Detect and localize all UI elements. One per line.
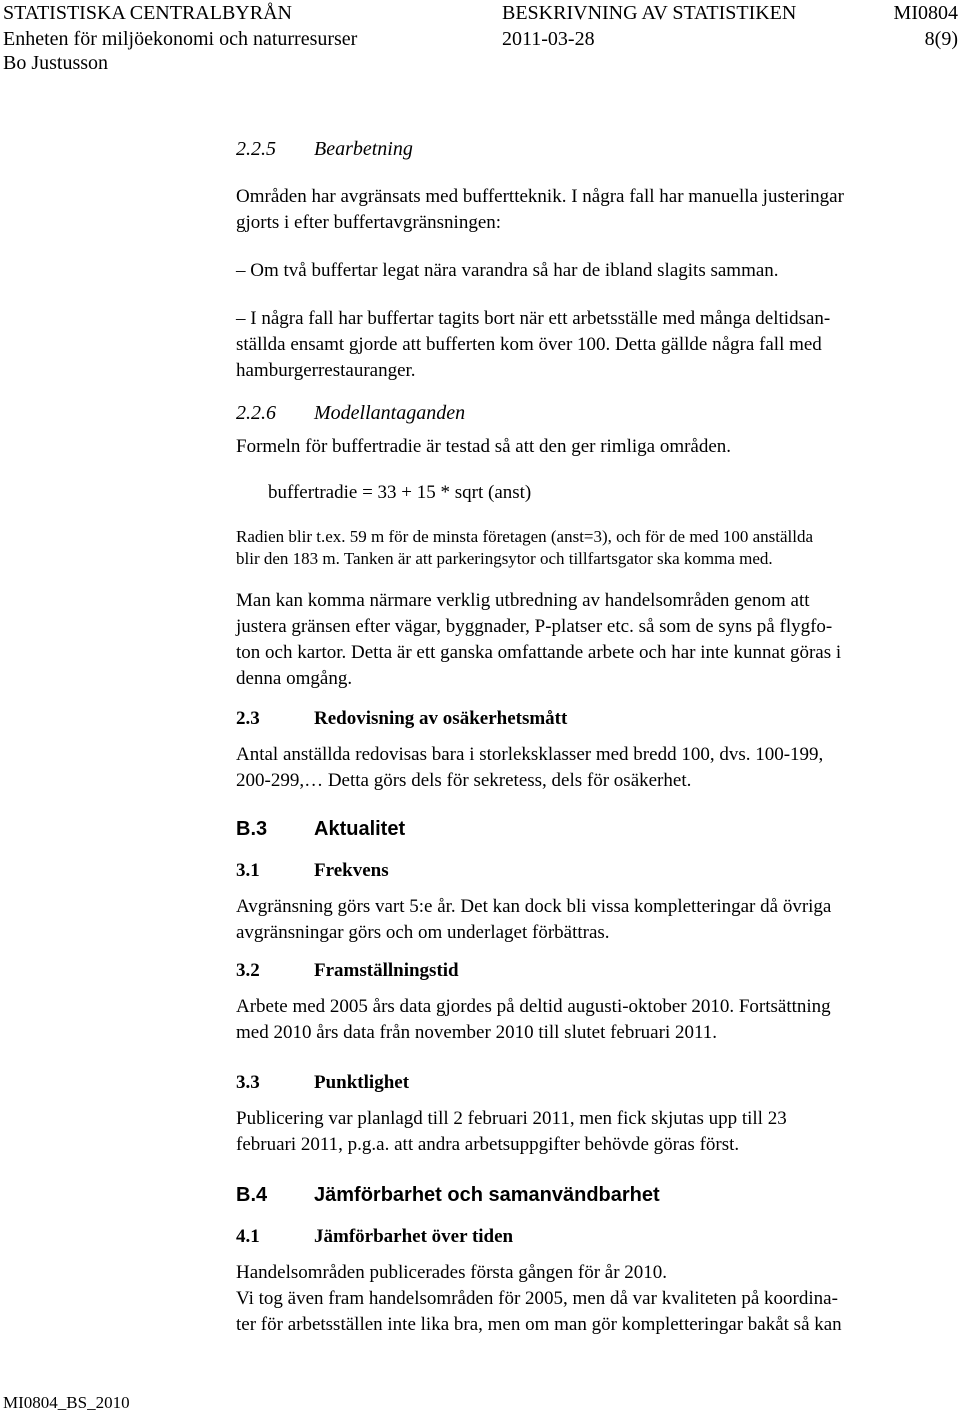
section-title: Aktualitet bbox=[314, 818, 406, 840]
text-line: ställda ensamt gjorde att bufferten kom över 100. Detta gällde några fall med bbox=[236, 334, 822, 355]
section-number: B.3 bbox=[236, 818, 268, 840]
section-number: B.4 bbox=[236, 1184, 268, 1206]
header-date: 2011-03-28 bbox=[502, 28, 595, 50]
text-line: – I några fall har buffertar tagits bort när ett arbetsställe med många deltidsan- bbox=[236, 308, 831, 329]
section-number: 2.2.5 bbox=[236, 138, 276, 160]
section-number: 2.2.6 bbox=[236, 402, 276, 424]
text-line: 200-299,… Detta görs dels för sekretess, dels för osäkerhet. bbox=[236, 770, 692, 791]
section-number: 4.1 bbox=[236, 1226, 260, 1247]
text-line: Vi tog även fram handelsområden för 2005, men då var kvaliteten på koordina- bbox=[236, 1288, 838, 1309]
section-heading-3-3 bbox=[236, 1070, 946, 1096]
paragraph: Formeln för buffertradie är testad så att den ger rimliga områden. bbox=[236, 436, 732, 457]
text-line: Man kan komma närmare verklig utbredning av handelsområden genom att bbox=[236, 590, 810, 611]
paragraph bbox=[236, 994, 946, 1046]
paragraph bbox=[236, 184, 946, 236]
header-doc-type: BESKRIVNING AV STATISTIKEN bbox=[502, 2, 797, 24]
text-line: Publicering var planlagd till 2 februari 2011, men fick skjutas upp till 23 bbox=[236, 1108, 787, 1129]
section-number: 3.2 bbox=[236, 960, 260, 981]
paragraph bbox=[236, 588, 946, 692]
header-org: STATISTISKA CENTRALBYRÅN bbox=[3, 2, 292, 24]
header-doc-id: MI0804 bbox=[893, 2, 958, 24]
text-line: hamburgerrestauranger. bbox=[236, 360, 416, 381]
text-line: avgränsningar görs och om underlaget förbättras. bbox=[236, 922, 610, 943]
text-line: gjorts i efter buffertavgränsningen: bbox=[236, 212, 502, 233]
text-line: denna omgång. bbox=[236, 668, 353, 689]
section-number: 3.3 bbox=[236, 1072, 260, 1093]
paragraph bbox=[236, 526, 946, 570]
bullet-item bbox=[236, 258, 946, 284]
section-heading-b-3 bbox=[236, 816, 946, 842]
section-title: Jämförbarhet över tiden bbox=[314, 1226, 514, 1247]
text-line: justera gränsen efter vägar, byggnader, P-platser etc. så som de syns på flygfo- bbox=[236, 616, 833, 637]
section-heading-3-1 bbox=[236, 858, 946, 884]
paragraph bbox=[236, 742, 946, 794]
text-line: februari 2011, p.g.a. att andra arbetsuppgifter behövde göras först. bbox=[236, 1134, 740, 1155]
text-line: Arbete med 2005 års data gjordes på deltid augusti-oktober 2010. Fortsättning bbox=[236, 996, 831, 1017]
section-number: 3.1 bbox=[236, 860, 260, 881]
section-heading-4-1 bbox=[236, 1224, 946, 1250]
section-title: Bearbetning bbox=[314, 138, 413, 160]
bullet-item bbox=[236, 306, 946, 384]
section-number: 2.3 bbox=[236, 708, 260, 729]
text-line: Antal anställda redovisas bara i storleksklasser med bredd 100, dvs. 100-199, bbox=[236, 744, 824, 765]
section-title: Modellantaganden bbox=[314, 402, 466, 424]
section-title: Frekvens bbox=[314, 860, 389, 881]
header-page-number: 8(9) bbox=[924, 28, 958, 50]
paragraph bbox=[236, 1260, 946, 1338]
document-body bbox=[236, 136, 946, 1338]
section-heading-3-2 bbox=[236, 958, 946, 984]
text-line: med 2010 års data från november 2010 till slutet februari 2011. bbox=[236, 1022, 718, 1043]
text-line: – Om två buffertar legat nära varandra så har de ibland slagits samman. bbox=[236, 260, 779, 281]
paragraph bbox=[236, 1106, 946, 1158]
section-heading-2-2-5 bbox=[236, 136, 946, 162]
section-title: Redovisning av osäkerhetsmått bbox=[314, 708, 568, 729]
section-heading-2-2-6 bbox=[236, 400, 946, 426]
text-line: Områden har avgränsats med buffertteknik. I några fall har manuella justeringar bbox=[236, 186, 844, 207]
section-heading-b-4 bbox=[236, 1182, 946, 1208]
text-line: blir den 183 m. Tanken är att parkeringsytor och tillfartsgator ska komma med. bbox=[236, 549, 773, 568]
paragraph bbox=[236, 894, 946, 946]
section-title: Punktlighet bbox=[314, 1072, 410, 1093]
formula: buffertradie = 33 + 15 * sqrt (anst) bbox=[268, 482, 532, 503]
header-author: Bo Justusson bbox=[3, 52, 109, 74]
text-line: Handelsområden publicerades första gången för år 2010. bbox=[236, 1262, 668, 1283]
text-line: Radien blir t.ex. 59 m för de minsta företagen (anst=3), och för de med 100 anställda bbox=[236, 527, 814, 546]
text-line: ton och kartor. Detta är ett ganska omfattande arbete och har inte kunnat göras i bbox=[236, 642, 842, 663]
section-title: Framställningstid bbox=[314, 960, 459, 981]
section-title: Jämförbarhet och samanvändbarhet bbox=[314, 1184, 660, 1206]
text-line: ter för arbetsställen inte lika bra, men om man gör kompletteringar bakåt så kan bbox=[236, 1314, 842, 1335]
section-heading-2-3 bbox=[236, 706, 946, 732]
text-line: Avgränsning görs vart 5:e år. Det kan dock bli vissa kompletteringar då övriga bbox=[236, 896, 832, 917]
footer-doc-code: MI0804_BS_2010 bbox=[3, 1393, 130, 1412]
header-unit: Enheten för miljöekonomi och naturresurser bbox=[3, 28, 358, 50]
